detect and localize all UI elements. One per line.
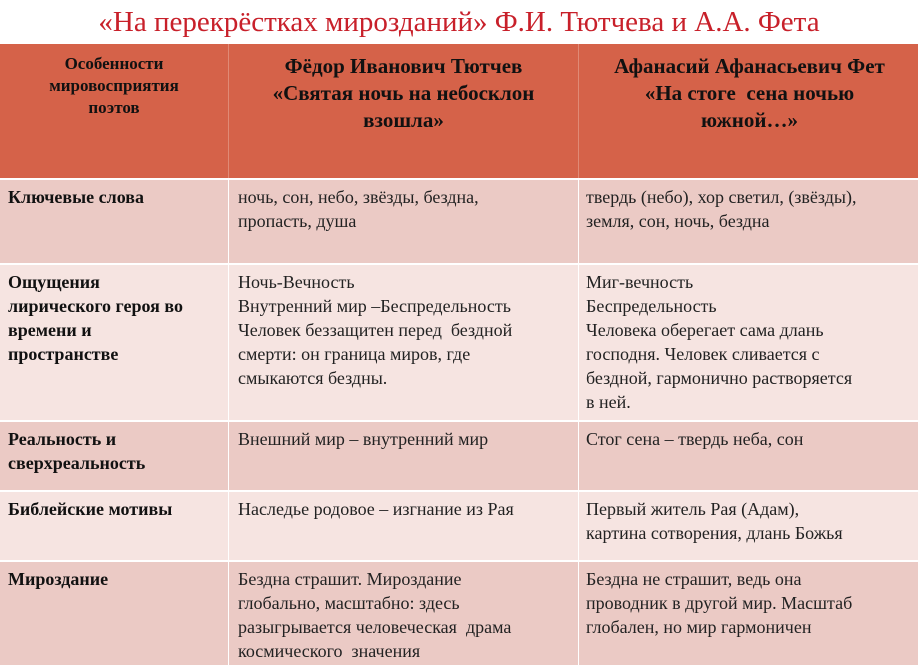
fet-cell xyxy=(579,264,918,421)
row-label xyxy=(0,561,229,665)
header-text-line: Фёдор Иванович Тютчев xyxy=(284,54,523,78)
cell-line: разыгрывается человеческая драма xyxy=(238,617,512,637)
cell-line: Мироздание xyxy=(8,569,109,589)
cell-line: Внешний мир – внутренний мир xyxy=(238,429,489,449)
cell-line: Внутренний мир –Беспредельность xyxy=(238,296,511,316)
cell-line: Наследье родовое – изгнание из Рая xyxy=(238,499,514,519)
cell-line: господня. Человек сливается с xyxy=(586,344,820,364)
fet-cell xyxy=(579,421,918,491)
cell-line: земля, сон, ночь, бездна xyxy=(586,211,770,231)
cell-line: смерти: он граница миров, где xyxy=(238,344,471,364)
header-tyutchev xyxy=(229,44,579,179)
cell-line: космического значения xyxy=(238,641,421,661)
cell-line: глобален, но мир гармоничен xyxy=(586,617,812,637)
cell-line: Ключевые слова xyxy=(8,187,144,207)
cell-line: в ней. xyxy=(586,392,631,412)
cell-line: Ощущения xyxy=(8,272,100,292)
cell-line: Первый житель Рая (Адам), xyxy=(586,499,800,519)
fet-cell xyxy=(579,561,918,665)
table-header-row xyxy=(0,44,918,179)
row-label xyxy=(0,264,229,421)
cell-line: Ночь-Вечность xyxy=(238,272,355,292)
fet-cell xyxy=(579,179,918,264)
cell-line: Человека оберегает сама длань xyxy=(586,320,824,340)
tyutchev-cell xyxy=(229,264,579,421)
cell-line: твердь (небо), хор светил, (звёзды), xyxy=(586,187,857,207)
header-features xyxy=(0,44,229,179)
row-label xyxy=(0,421,229,491)
header-text-line: южной…» xyxy=(701,108,798,132)
table-row xyxy=(0,561,918,665)
cell-line: времени и xyxy=(8,320,92,340)
cell-line: бездной, гармонично растворяется xyxy=(586,368,853,388)
row-label xyxy=(0,491,229,561)
slide-title: «На перекрёстках мирозданий» Ф.И. Тютчева и А.А. Фета xyxy=(98,6,820,38)
header-text-line: Особенности xyxy=(64,54,164,73)
fet-cell xyxy=(579,491,918,561)
cell-line: картина сотворения, длань Божья xyxy=(586,523,843,543)
header-text-line: «Святая ночь на небосклон xyxy=(272,81,535,105)
tyutchev-cell xyxy=(229,179,579,264)
cell-line: Реальность и xyxy=(8,429,117,449)
cell-line: ночь, сон, небо, звёзды, бездна, xyxy=(238,187,479,207)
row-label xyxy=(0,179,229,264)
table-row xyxy=(0,264,918,421)
header-text-line: взошла» xyxy=(363,108,444,132)
cell-line: Библейские мотивы xyxy=(8,499,173,519)
cell-line: Беспредельность xyxy=(586,296,717,316)
tyutchev-cell xyxy=(229,561,579,665)
header-text-line: поэтов xyxy=(88,98,140,117)
cell-line: проводник в другой мир. Масштаб xyxy=(586,593,853,613)
table-row xyxy=(0,179,918,264)
tyutchev-cell xyxy=(229,491,579,561)
comparison-table xyxy=(0,44,918,665)
cell-line: смыкаются бездны. xyxy=(238,368,388,388)
cell-line: пространстве xyxy=(8,344,119,364)
header-text-line: Афанасий Афанасьевич Фет xyxy=(614,54,885,78)
table-row xyxy=(0,421,918,491)
header-text-line: «На стоге сена ночью xyxy=(644,81,855,105)
cell-line: сверхреальность xyxy=(8,453,146,473)
table-row xyxy=(0,491,918,561)
cell-line: лирического героя во xyxy=(8,296,183,316)
cell-line: Бездна не страшит, ведь она xyxy=(586,569,802,589)
cell-line: пропасть, душа xyxy=(238,211,357,231)
header-fet xyxy=(579,44,918,179)
cell-line: Стог сена – твердь неба, сон xyxy=(586,429,804,449)
cell-line: Человек беззащитен перед бездной xyxy=(238,320,513,340)
cell-line: Миг-вечность xyxy=(586,272,694,292)
tyutchev-cell xyxy=(229,421,579,491)
cell-line: Бездна страшит. Мироздание xyxy=(238,569,462,589)
cell-line: глобально, масштабно: здесь xyxy=(238,593,460,613)
header-text-line: мировосприятия xyxy=(49,76,179,95)
